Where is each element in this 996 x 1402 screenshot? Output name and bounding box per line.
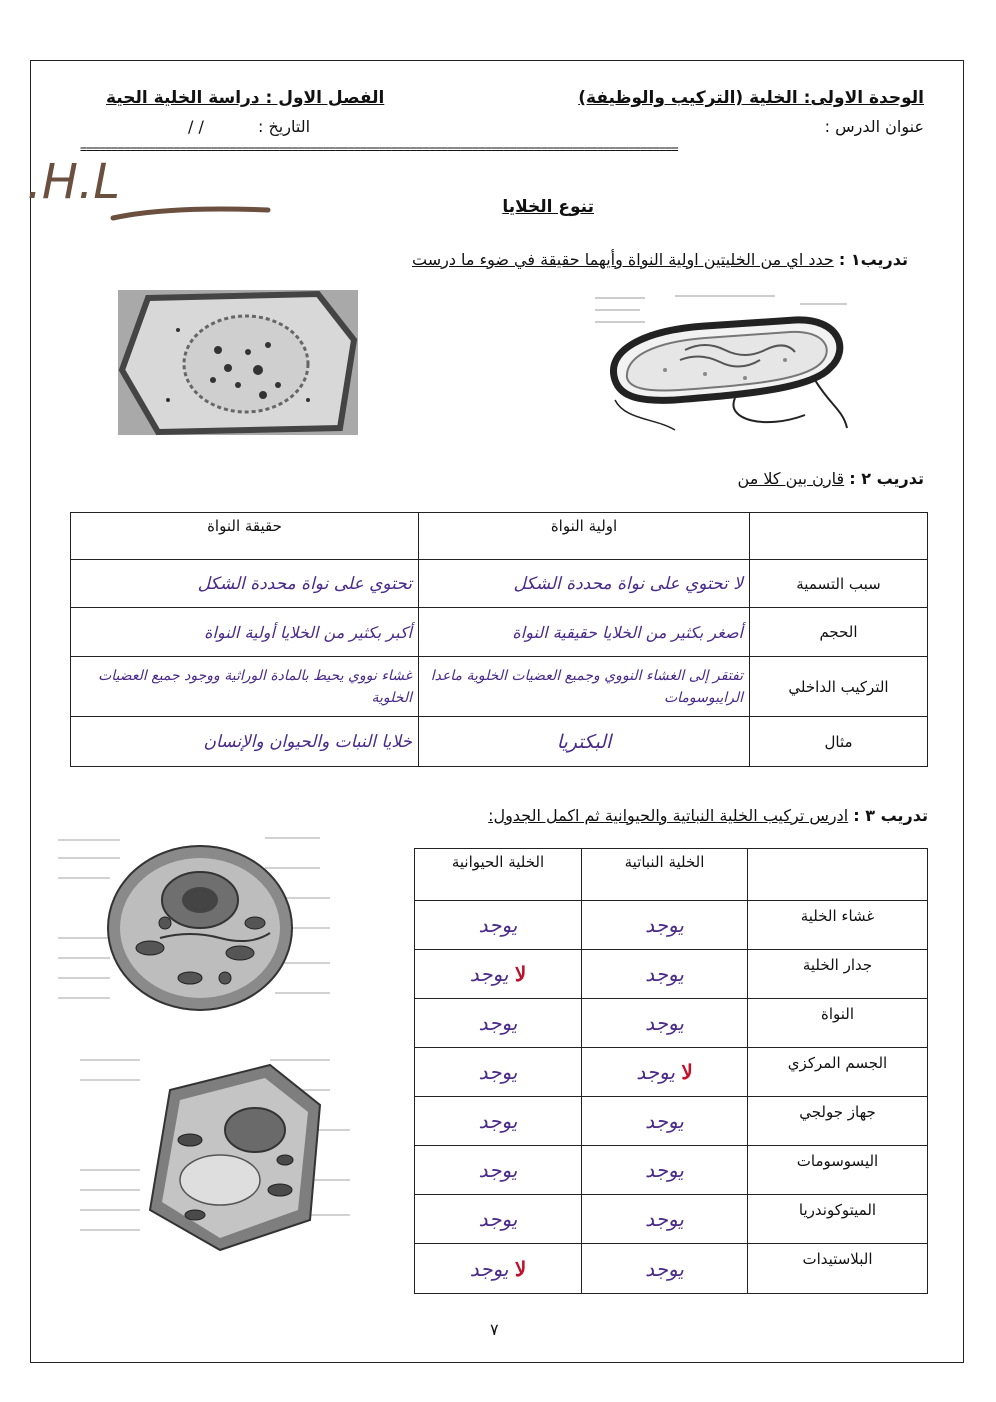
row-label: سبب التسمية	[750, 560, 928, 608]
plant-cell-value	[582, 901, 748, 950]
organelle-header-plant: الخلية النباتية	[582, 849, 748, 901]
row-label: الحجم	[750, 608, 928, 657]
plant-cell-value	[582, 1146, 748, 1195]
section-title: تنوع الخلايا	[502, 197, 594, 217]
prokaryote-cell: لا تحتوي على نواة محددة الشكل	[419, 560, 750, 608]
organelle-row	[415, 1146, 928, 1195]
plant-negation: لا	[681, 1060, 693, 1084]
eukaryote-cell: غشاء نووي يحيط بالمادة الوراثية ووجود جميع العضيات الخلوية	[71, 657, 419, 717]
prokaryote-cell: البكتريا	[419, 717, 750, 767]
organelle-label: البلاستيدات	[748, 1244, 928, 1294]
animal-cell-diagram	[50, 828, 380, 1028]
plant-answer: يوجد	[645, 1109, 684, 1133]
plant-answer: يوجد	[645, 1207, 684, 1231]
plant-cell-value	[582, 999, 748, 1048]
animal-cell-value	[415, 950, 582, 999]
animal-cell-value	[415, 1097, 582, 1146]
plant-cell-value	[582, 1097, 748, 1146]
compare-header-prokaryote: اولية النواة	[419, 513, 750, 560]
unit-title: الوحدة الاولى: الخلية (التركيب والوظيفة)	[578, 88, 924, 108]
exercise-2-label: تدريب ٢ :	[849, 469, 924, 488]
organelle-row	[415, 1244, 928, 1294]
plant-cell-value	[582, 950, 748, 999]
animal-answer: يوجد	[469, 1256, 509, 1281]
animal-cell-value	[415, 901, 582, 950]
plant-cell-value	[582, 1195, 748, 1244]
animal-cell-value	[415, 1244, 582, 1294]
compare-table	[70, 512, 928, 767]
micrograph-image	[118, 290, 358, 435]
exercise-1-label: تدريب١ :	[838, 250, 908, 269]
organelle-row	[415, 1097, 928, 1146]
animal-answer: يوجد	[478, 1158, 518, 1182]
plant-answer: يوجد	[645, 1011, 684, 1035]
plant-answer: يوجد	[645, 913, 684, 937]
exercise-3-label: تدريب ٣ :	[853, 806, 928, 825]
exercise-1-text: حدد اي من الخليتين اولية النواة وأيهما حقيقة في ضوء ما درست	[412, 250, 834, 269]
plant-answer: يوجد	[645, 1256, 684, 1281]
organelle-header-animal: الخلية الحيوانية	[415, 849, 582, 901]
animal-answer: يوجد	[478, 1060, 518, 1084]
bacterium-diagram	[585, 290, 855, 435]
animal-negation: لا	[514, 962, 527, 986]
exercise-1	[412, 250, 908, 269]
organelle-row	[415, 1048, 928, 1097]
animal-negation: لا	[514, 1256, 527, 1281]
header-separator: ================================================================================================	[80, 142, 678, 156]
eukaryote-cell: خلايا النبات والحيوان والإنسان	[71, 717, 419, 767]
plant-cell-value	[582, 1244, 748, 1294]
exercise-2	[738, 469, 924, 488]
compare-row	[71, 657, 928, 717]
animal-answer: يوجد	[478, 1011, 518, 1035]
compare-row	[71, 608, 928, 657]
date-slashes: / /	[188, 117, 204, 136]
animal-answer: يوجد	[478, 1207, 518, 1231]
compare-header-eukaryote: حقيقة النواة	[71, 513, 419, 560]
organelle-label: غشاء الخلية	[748, 901, 928, 950]
plant-cell-value	[582, 1048, 748, 1097]
animal-cell-value	[415, 999, 582, 1048]
plant-cell-diagram	[70, 1050, 400, 1265]
plant-answer: يوجد	[645, 1158, 684, 1182]
exercise-3	[488, 806, 928, 825]
organelle-label: جدار الخلية	[748, 950, 928, 999]
organelle-row	[415, 950, 928, 999]
organelle-header-empty	[748, 849, 928, 901]
eukaryote-cell: أكبر بكثير من الخلايا أولية النواة	[71, 608, 419, 657]
exercise-3-text: ادرس تركيب الخلية النباتية والحيوانية ثم اكمل الجدول:	[488, 806, 849, 825]
compare-header-empty	[750, 513, 928, 560]
organelle-row	[415, 1195, 928, 1244]
row-label: مثال	[750, 717, 928, 767]
animal-answer: يوجد	[469, 962, 509, 986]
organelle-label: اليسوسومات	[748, 1146, 928, 1195]
signature	[26, 148, 278, 228]
organelle-label: جهاز جولجي	[748, 1097, 928, 1146]
organelle-table	[414, 848, 928, 1294]
signature-text: H.L.	[26, 154, 120, 210]
animal-answer: يوجد	[478, 1109, 518, 1133]
compare-row	[71, 717, 928, 767]
organelle-row	[415, 901, 928, 950]
animal-cell-value	[415, 1146, 582, 1195]
organelle-label: النواة	[748, 999, 928, 1048]
animal-cell-value	[415, 1048, 582, 1097]
organelle-label: الجسم المركزي	[748, 1048, 928, 1097]
organelle-row	[415, 999, 928, 1048]
plant-answer: يوجد	[636, 1060, 675, 1084]
date-label: التاريخ :	[258, 117, 311, 136]
lesson-label: عنوان الدرس :	[824, 117, 924, 136]
chapter-title: الفصل الاول : دراسة الخلية الحية	[106, 88, 385, 108]
organelle-label: الميتوكوندريا	[748, 1195, 928, 1244]
animal-cell-value	[415, 1195, 582, 1244]
exercise-2-text: قارن بين كلا من	[737, 469, 845, 488]
compare-row	[71, 560, 928, 608]
animal-answer: يوجد	[478, 913, 518, 937]
page-number: ٧	[490, 1320, 499, 1339]
eukaryote-cell: تحتوي على نواة محددة الشكل	[71, 560, 419, 608]
row-label: التركيب الداخلي	[750, 657, 928, 717]
prokaryote-cell: تفتقر إلى الغشاء النووي وجميع العضيات الخلوية ماعدا الرايبوسومات	[419, 657, 750, 717]
prokaryote-cell: أصغر بكثير من الخلايا حقيقية النواة	[419, 608, 750, 657]
plant-answer: يوجد	[645, 962, 684, 986]
